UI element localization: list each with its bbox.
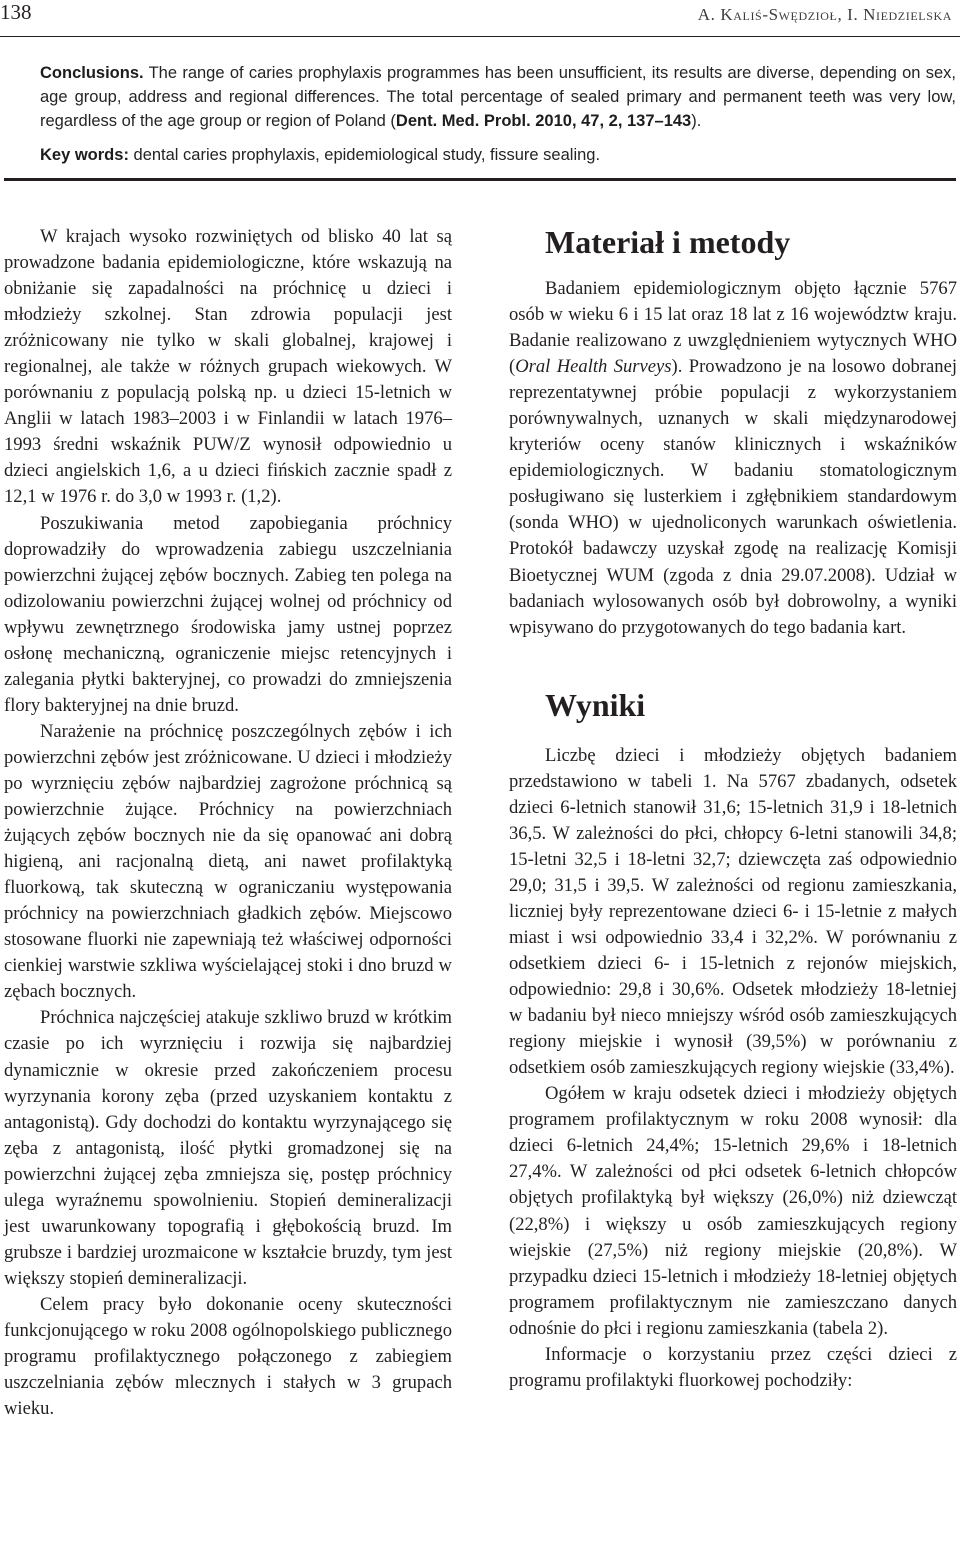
conclusions-label: Conclusions. <box>40 64 144 82</box>
paragraph: Poszukiwania metod zapobiegania próchnicy doprowadziły do wprowadzenia zabiegu uszczelniania powierzchni żującej zębów bocznych. Zabieg ten polega na odizolowaniu powierzchni żującej wolnej od próchnicy od wpływu zewnętrznego środowiska jamy ustnej poprzez osłonę mechaniczną, ograniczenie miejsc retencyjnych i zalegania płytki bakteryjnej, co prowadzi do zmniejszenia flory bakteryjnej na dnie bruzd. <box>4 512 452 716</box>
paragraph: Liczbę dzieci i młodzieży objętych badaniem przedstawiono w tabeli 1. Na 5767 zbadanych, odsetek dzieci 6-letnich stanowił 31,6; 15-letnich 31,9 i 18-letnich 36,5. W zależności do płci, chłopcy 6-letni stanowili 34,8; 15-letni 32,5 i 18-letni 32,7; dziewczęta zaś odpowiednio 29,0; 31,5 i 39,5. W zależności od regionu zamieszkania, liczniej były reprezentowane dzieci 6- i 15-letnie z małych miast i wsi odpowiednio 33,4 i 32,2%. W porównaniu z odsetkiem dzieci 6- i 15-letnich z rejonów miejskich, odpowiednio: 29,8 i 30,6%. Odsetek młodzieży 18-letniej w badaniu był nieco mniejszy wśród osób zamieszkujących regiony miejskie i wynosił (39,5%) w porównaniu z odsetkiem osób zamieszkujących regiony wiejskie (33,4%). <box>509 744 957 1079</box>
header-rule <box>0 36 960 37</box>
paragraph: Celem pracy było dokonanie oceny skuteczności funkcjonującego w roku 2008 ogólnopolskiego publicznego programu profilaktycznego połączonego z zabiegiem uszczelniania zębów mlecznych i stałych w 3 grupach wieku. <box>4 1293 452 1420</box>
running-head: A. Kaliś-Swędzioł, I. Niedzielska <box>697 5 952 24</box>
page-header <box>0 0 960 38</box>
page-number: 138 <box>0 0 32 24</box>
keywords-label: Key words: <box>40 146 129 164</box>
conclusions-text: The range of caries prophylaxis programmes has been unsufficient, its results are diverse, depending on sex, age group, address and regional differences. The total percentage of sealed primary and permanent teeth was very low, regardless of the age group or region of Poland ( <box>40 64 956 130</box>
abstract <box>40 61 956 167</box>
abstract-conclusions <box>40 61 956 133</box>
paragraph: Informacje o korzystaniu przez części dzieci z programu profilaktyki fluorkowej pochodziły: <box>509 1343 957 1391</box>
methods-text-b: ). Prowadzono je na losowo dobranej reprezentatywnej próbie populacji z wykorzystaniem porównywalnych, uznanych w skali międzynarodowej kryteriów oceny stanów klinicznych i wskaźników epidemiologicznych. W badaniu stomatologicznym posługiwano się lusterkiem i zgłębnikiem standardowym (sonda WHO) w ujednoliconych warunkach oświetlenia. Protokół badawczy uzyskał zgodę na realizację Komisji Bioetycznej WUM (zgoda z dnia 29.07.2008). Udział w badaniach wylosowanych osób był dobrowolny, a wyniki wpisywano do przygotowanych do tego badania kart. <box>509 356 957 638</box>
citation-end: ). <box>691 112 702 130</box>
paragraph: Próchnica najczęściej atakuje szkliwo bruzd w krótkim czasie po ich wyrznięciu i rozwija się najbardziej dynamicznie w okresie przed zakończeniem procesu wyrzynania korony zęba (przed uzyskaniem kontaktu z antagonistą). Gdy dochodzi do kontaktu wyrzynającego się zęba z antagonistą, ilość płytki gromadzonej się na powierzchni żującej zęba zmniejsza się, postęp próchnicy ulega wyraźnemu spowolnieniu. Stopień demineralizacji jest uwarunkowany topografią i głębokością bruzd. Im grubsze i bardziej urozmaicone w kształcie bruzdy, tym jest większy stopień demineralizacji. <box>4 1007 452 1289</box>
paragraph-methods <box>509 276 957 641</box>
paragraph: Narażenie na próchnicę poszczególnych zębów i ich powierzchni zębów jest zróżnicowane. U dzieci i młodzieży po wyrznięciu zębów najbardziej zagrożone próchnicą są powierzchnie żujące. Próchnicy na powierzchniach żujących zębów bocznych nie da się opanować ani dobrą higieną, ani racjonalną dietą, ani nawet profilaktyką fluorkową, tak skuteczną w ograniczaniu występowania próchnicy na powierzchniach gładkich zębów. Miejscowo stosowane fluorki nie zapewniają też właściwej odporności cienkiej warstwie szkliwa wyścielającej stoki i dno bruzd w zębach bocznych. <box>4 720 452 1003</box>
methods-text-a: Badaniem epidemiologicznym objęto łącznie 5767 osób w wieku 6 i 15 lat oraz 18 lat z 16 województw kraju. Badanie realizowano z uwzględnieniem wytycznych WHO ( <box>509 278 957 378</box>
section-heading-results: Wyniki <box>545 686 646 723</box>
paragraph: Ogółem w kraju odsetek dzieci i młodzieży objętych programem profilaktycznym w roku 2008 wynosił: dla dzieci 6-letnich 24,4%; 15-letnich 29,6% i 18-letnich 27,4%. W zależności od płci odsetek 6-letnich chłopców objętych profilaktyką był większy (26,0%) niż dziewcząt (22,8%) i większy u osób zamieszkujących regiony wiejskie (27,5%) niż regiony miejskie (20,8%). W przypadku dzieci 15-letnich i młodzieży 18-letniej objętych programem profilaktycznym nie zamieszczano danych odnośnie do płci i regionu zamieszkania (tabela 2). <box>509 1083 957 1339</box>
section-heading-methods: Materiał i metody <box>545 224 791 260</box>
right-column <box>509 224 957 1394</box>
citation: Dent. Med. Probl. 2010, 47, 2, 137–143 <box>395 112 692 130</box>
abstract-keywords <box>40 143 956 167</box>
left-column <box>4 224 452 1422</box>
paragraph: W krajach wysoko rozwiniętych od blisko 40 lat są prowadzone badania epidemiologiczne, które wskazują na obniżanie się zapadalności na próchnicę u dzieci i młodzieży szkolnej. Stan zdrowia populacji jest zróżnicowany nie tylko w skali globalnej, krajowej i regionalnej, ale także w różnych grupach wiekowych. W porównaniu z populacją polską np. u dzieci 15-letnich w Anglii w latach 1983–2003 i w Finlandii w latach 1976–1993 średni wskaźnik PUW/Z wynosił odpowiednio u dzieci angielskich 1,6, a u dzieci fińskich zacznie spadł z 12,1 w 1976 r. do 3,0 w 1993 r. (1,2). <box>4 226 452 508</box>
methods-text-italic: Oral Health Surveys <box>515 356 672 378</box>
keywords-text: dental caries prophylaxis, epidemiological study, fissure sealing. <box>128 146 601 164</box>
abstract-rule <box>4 178 956 181</box>
